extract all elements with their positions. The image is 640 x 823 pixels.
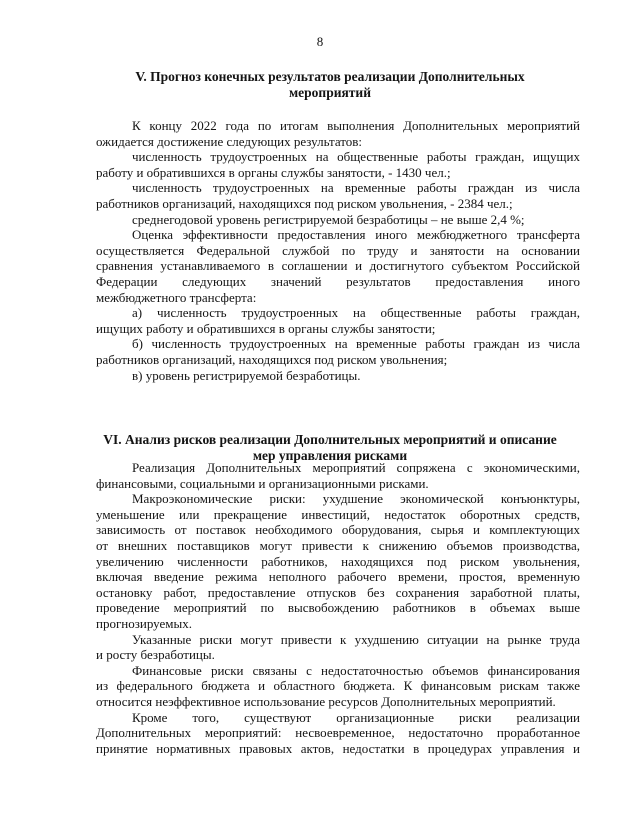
text-line: Макроэкономические риски: ухудшение экономической конъюнктуры,: [132, 491, 580, 507]
text-line: Реализация Дополнительных мероприятий сопряжена с экономическими,: [132, 460, 580, 475]
text-line: Дополнительных мероприятий: несвоевременное, недостаточно проработанное: [96, 725, 580, 741]
section-6-heading: [100, 431, 560, 462]
text-line: межбюджетного трансферта:: [96, 289, 257, 305]
text-line: увеличению численности работников, находящихся под риском увольнения,: [96, 553, 580, 569]
text-line: Оценка эффективности предоставления иного межбюджетного трансферта: [132, 227, 580, 243]
text-line: Указанные риски могут привести к ухудшению ситуации на рынке труда: [132, 631, 580, 647]
heading-line: VI. Анализ рисков реализации Дополнительных мероприятий и описание: [103, 432, 557, 447]
text-line: численность трудоустроенных на общественные работы граждан, ищущих: [132, 149, 580, 165]
heading-line: мероприятий: [288, 84, 371, 100]
paragraph: [96, 663, 580, 710]
text-line: осуществляется Федеральной службой по труду и занятости на основании: [96, 242, 580, 258]
text-line: среднегодовой уровень регистрируемой безработицы – не выше 2,4 %;: [132, 211, 525, 227]
text-line: проведение мероприятий по высвобождению работников в объемах выше: [96, 600, 580, 616]
section-5-heading: [100, 68, 560, 99]
text-line: из федерального бюджета и областного бюджета. К финансовым рискам также: [96, 678, 580, 694]
text-line: работников организаций, находящихся под риском увольнения;: [96, 351, 448, 367]
text-line: финансовыми, социальными и организационными рисками.: [96, 475, 429, 491]
paragraph: [96, 336, 580, 367]
text-line: Федерации следующих значений результатов предоставления иного: [96, 273, 580, 289]
text-line: ожидается достижение следующих результатов:: [96, 133, 363, 149]
heading-line: V. Прогноз конечных результатов реализации Дополнительных: [135, 69, 525, 84]
paragraph: [96, 460, 580, 491]
text-line: ищущих работу и обратившихся в органы службы занятости;: [96, 320, 436, 336]
paragraph: [96, 180, 580, 211]
paragraph: [96, 491, 580, 631]
text-line: зависимость от поставок необходимого оборудования, сырья и комплектующих: [96, 522, 580, 538]
text-line: в) уровень регистрируемой безработицы.: [132, 367, 361, 383]
text-line: а) численность трудоустроенных на общественные работы граждан,: [132, 305, 580, 321]
paragraph: [96, 632, 580, 663]
text-line: остановку работ, предоставление отпусков без сохранения заработной платы,: [96, 584, 580, 600]
text-line: Финансовые риски связаны с недостаточностью объемов финансирования: [132, 662, 580, 678]
text-line: уменьшение или прекращение инвестиций, недостаток оборотных средств,: [96, 506, 580, 522]
paragraph: [96, 368, 580, 384]
text-line: относится неэффективное использование ресурсов Дополнительных мероприятий.: [96, 693, 556, 709]
page-number: 8: [316, 34, 324, 49]
paragraph: [96, 118, 580, 149]
text-line: прогнозируемых.: [96, 615, 192, 631]
text-line: работу и обратившихся в органы службы занятости, - 1430 чел.;: [96, 164, 451, 180]
section-5-body: [96, 118, 580, 383]
text-line: включая введение режима неполного рабочего времени, простоя, временную: [96, 569, 580, 585]
text-line: численность трудоустроенных на временные работы граждан из числа: [132, 180, 580, 196]
text-line: принятие нормативных правовых актов, недостатки в процедурах управления и: [96, 740, 580, 756]
paragraph: [96, 227, 580, 305]
text-line: и росту безработицы.: [96, 647, 215, 663]
paragraph: [96, 149, 580, 180]
text-line: сравнения устанавливаемого в соглашении и достигнутого субъектом Российской: [96, 258, 580, 274]
text-line: от внешних поставщиков могут привести к снижению объемов производства,: [96, 537, 580, 553]
text-line: б) численность трудоустроенных на временные работы граждан из числа: [132, 336, 580, 352]
text-line: К концу 2022 года по итогам выполнения Дополнительных мероприятий: [132, 118, 580, 133]
heading-line: мер управления рисками: [252, 447, 408, 463]
text-line: работников организаций, находящихся под риском увольнения, - 2384 чел.;: [96, 195, 513, 211]
paragraph: [96, 212, 580, 228]
paragraph: [96, 710, 580, 757]
paragraph: [96, 305, 580, 336]
text-line: Кроме того, существуют организационные риски реализации: [132, 709, 580, 725]
section-6-body: [96, 460, 580, 756]
